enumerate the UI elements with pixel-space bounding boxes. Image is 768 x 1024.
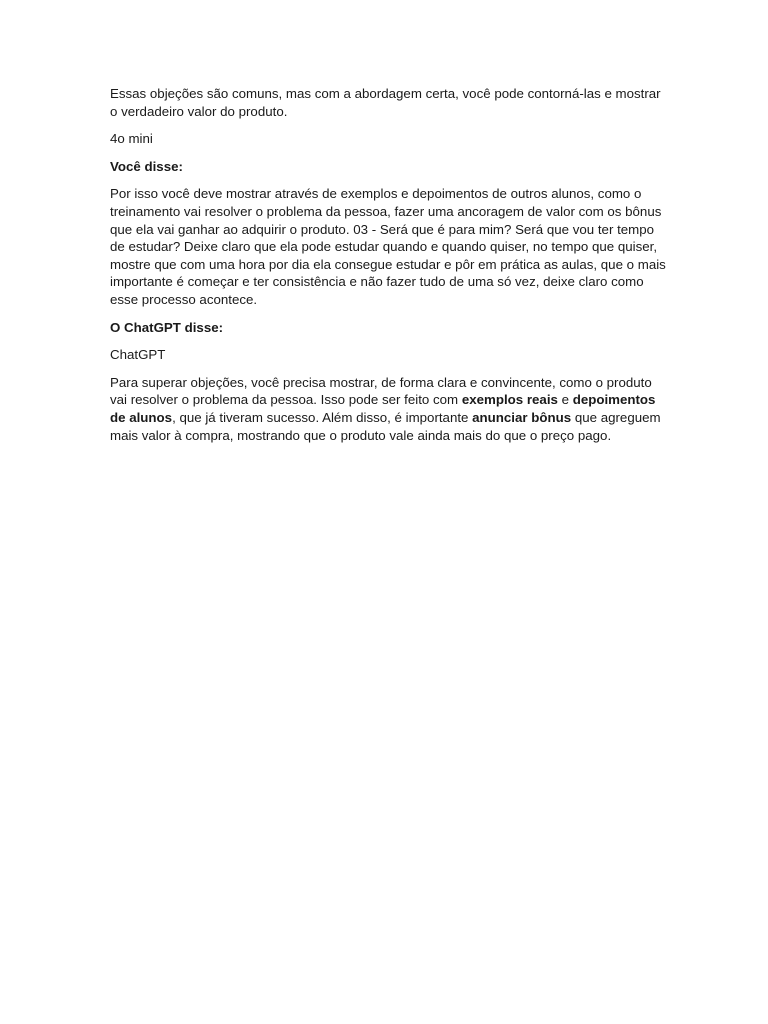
reply-text-3: , que já tiveram sucesso. Além disso, é importante (172, 409, 473, 425)
user-label (110, 158, 668, 176)
assistant-label-text: O ChatGPT disse: (110, 319, 224, 335)
intro-paragraph: Essas objeções são comuns, mas com a abordagem certa, você pode contorná-las e mostrar o verdadeiro valor do produto. (110, 86, 661, 119)
assistant-name: ChatGPT (110, 347, 166, 363)
reply-text-4: que agreguem mais valor à compra, mostrando que o produto vale ainda mais do que o preço pago. (110, 409, 661, 443)
user-message: Por isso você deve mostrar através de exemplos e depoimentos de outros alunos, como o treinamento vai resolver o problema da pessoa, fazer uma ancoragem de valor com os bônus que ela vai ganhar ao adquirir o produto. 03 - Será que é para mim? Será que vou ter tempo de estudar? Deixe claro que ela pode estudar quando e quando quiser, no tempo que quiser, mostre que com uma hora por dia ela consegue estudar e pôr em prática as aulas, que o mais importante é começar e ter consistência e não fazer tudo de uma só vez, deixe claro como esse processo acontece. (110, 186, 666, 307)
reply-text-1: Para superar objeções, você precisa mostrar, de forma clara e convincente, como o produto vai resolver o problema da pessoa. Isso pode ser feito com (110, 374, 652, 408)
reply-bold-3: anunciar bônus (472, 409, 572, 425)
assistant-label (110, 319, 668, 337)
assistant-reply (110, 374, 668, 444)
reply-text-2: e (557, 392, 573, 408)
reply-bold-2: depoimentos de alunos (110, 392, 656, 425)
reply-bold-1: exemplos reais (461, 392, 558, 408)
model-label: 4o mini (110, 131, 153, 147)
user-label-text: Você disse: (110, 158, 183, 174)
